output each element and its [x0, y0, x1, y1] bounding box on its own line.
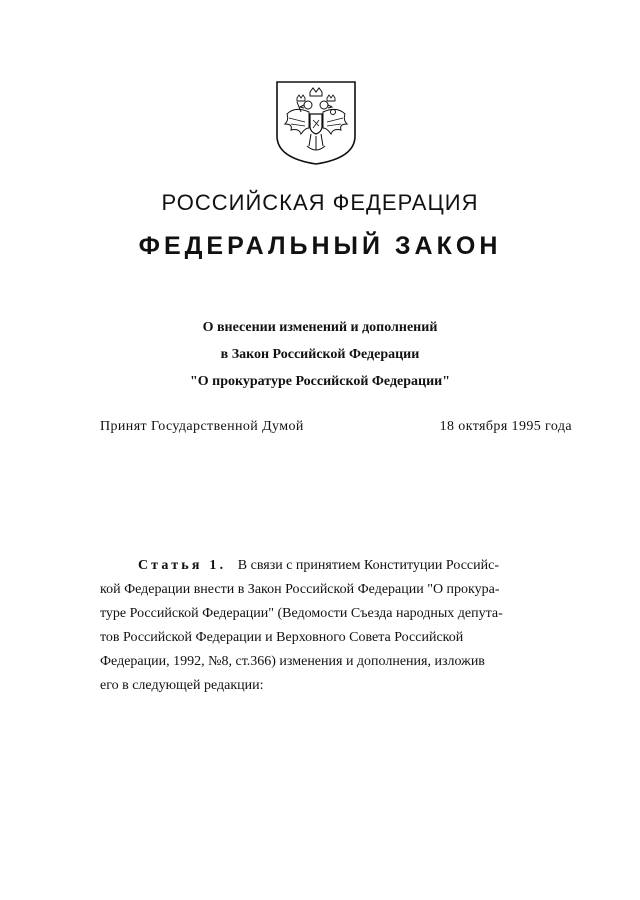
law-title-line: "О прокуратуре Российской Федерации"	[189, 374, 451, 389]
article-line: туре Российской Федерации" (Ведомости Съезда народных депута-	[100, 606, 503, 621]
article-line: кой Федерации внести в Закон Российской Федерации "О прокура-	[100, 582, 500, 597]
adopted-by: Принят Государственной Думой	[100, 419, 304, 434]
article-line: Федерации, 1992, №8, ст.366) изменения и дополнения, изложив	[100, 654, 485, 669]
russian-coat-of-arms-icon	[275, 80, 357, 166]
law-title	[0, 314, 640, 395]
law-type-heading: ФЕДЕРАЛЬНЫЙ ЗАКОН	[138, 232, 502, 260]
article-heading: Статья 1.	[138, 558, 227, 573]
law-title-line: О внесении изменений и дополнений	[202, 320, 438, 335]
law-title-line: в Закон Российской Федерации	[220, 347, 420, 362]
article-1	[100, 554, 572, 698]
article-line: тов Российской Федерации и Верховного Совета Российской	[100, 630, 464, 645]
adoption-date: 18 октября 1995 года	[439, 419, 572, 434]
article-line	[100, 554, 572, 578]
article-first-line-text: В связи с принятием Конституции Российс-	[237, 558, 499, 573]
article-line: его в следующей редакции:	[100, 678, 264, 693]
country-name: РОССИЙСКАЯ ФЕДЕРАЦИЯ	[161, 190, 479, 215]
